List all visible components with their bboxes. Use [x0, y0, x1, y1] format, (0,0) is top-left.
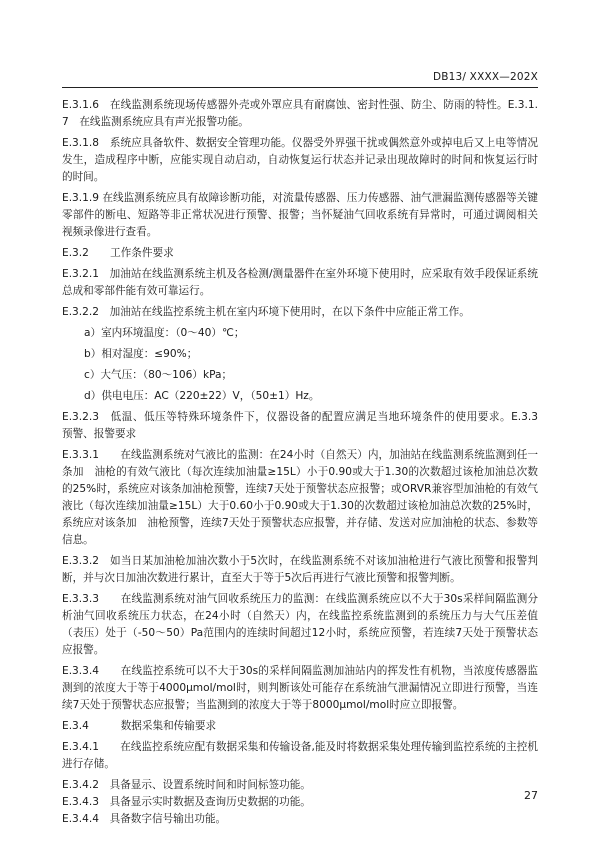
clause-e342: E.3.4.2 具备显示、设置系统时间和时间标签功能。	[62, 779, 311, 791]
condition-item-voltage: d）供电电压：AC（220±22）V，（50±1）Hz。	[84, 390, 320, 402]
page-number: 27	[524, 789, 538, 802]
section-heading-e34: E.3.4 数据采集和传输要求	[62, 720, 217, 732]
clause-e331: E.3.3.1 在线监测系统对气液比的监测：在24小时（自然天）内，加油站在线监测系统监测到任一条加 油枪的有效气液比（每次连续加油量≥15L）小于0.90或大于1.30的次数超过该枪加油总次数的25%时，系统应对该条加油枪预警，连续7天处于预警状态应报警；或ORVR兼容型加油枪的有效气液比（每次连续加油量≥15L）大于0.60小于0.90或大于1.30的次数超过该枪加油总次数的25%时，系统应对该条加 油枪预警，连续7天处于预警状态应报警，并存储、发送对应加油枪的状态、参数等信息。	[62, 449, 538, 546]
clause-e318: E.3.1.8 系统应具备软件、数据安全管理功能。仪器受外界强干扰或偶然意外或掉电后又上电等情况发生，造成程序中断，应能实现自动启动，自动恢复运行状态并记录出现故障时的时间和恢复运行时的时间。	[62, 137, 538, 183]
condition-list	[62, 325, 538, 405]
clause-e341: E.3.4.1 在线监控系统应配有数据采集和传输设备,能及时将数据采集处理传输到监控系统的主控机进行存储。	[62, 741, 538, 770]
clause-e319: E.3.1.9 在线监测系统应具有故障诊断功能，对流量传感器、压力传感器、油气泄漏监测传感器等关键零部件的断电、短路等非正常状况进行预警、报警；当怀疑油气回收系统有异常时，可通过调阅相关视频录像进行查看。	[62, 192, 538, 238]
standard-code-header: DB13/ XXXX—202X	[432, 71, 538, 83]
condition-item-temperature: a）室内环境温度：（0～40）℃；	[84, 327, 245, 339]
condition-item-pressure: c）大气压：（80～106）kPa；	[84, 369, 233, 381]
clause-e332: E.3.3.2 如当日某加油枪加油次数小于5次时，在线监测系统不对该加油枪进行气液比预警和报警判断，并与次日加油次数进行累计，直至大于等于5次后再进行气液比预警和报警判断。	[62, 555, 538, 584]
header-rule	[62, 87, 538, 88]
section-heading-e32: E.3.2 工作条件要求	[62, 247, 174, 259]
clause-e323-e33: E.3.2.3 低温、低压等特殊环境条件下，仪器设备的配置应满足当地环境条件的使用要求。E.3.3 预警、报警要求	[62, 411, 560, 440]
clause-e343: E.3.4.3 具备显示实时数据及查询历史数据的功能。	[62, 796, 311, 808]
clause-e344: E.3.4.4 具备数字信号输出功能。	[62, 813, 227, 825]
clause-e334: E.3.3.4 在线监控系统可以不大于30s的采样间隔监测加油站内的挥发性有机物，当浓度传感器监测到的浓度大于等于4000μmol/mol时，则判断该处可能存在系统油气泄漏情况立即进行预警，当连续7天处于预警状态应报警；当监测到的浓度大于等于8000μmol/mol时应立即报警。	[62, 665, 538, 711]
clause-e322: E.3.2.2 加油站在线监控系统主机在室内环境下使用时，在以下条件中应能正常工作。	[62, 306, 470, 318]
clause-e333: E.3.3.3 在线监测系统对油气回收系统压力的监测：在线监测系统应以不大于30s采样间隔监测分析油气回收系统压力状态，在24小时（自然天）内，在线监控系统监测到的系统压力与大气压差值（表压）处于（-50～50）Pa范围内的连续时间超过12小时，系统应预警，若连续7天处于预警状态应报警。	[62, 593, 538, 656]
clause-e316-e317: E.3.1.6 在线监测系统现场传感器外壳或外罩应具有耐腐蚀、密封性强、防尘、防雨的特性。E.3.1.7 在线监测系统应具有声光报警功能。	[62, 99, 538, 128]
document-body	[62, 97, 560, 828]
condition-item-humidity: b）相对湿度：≤90%；	[84, 348, 198, 360]
clause-e321: E.3.2.1 加油站在线监测系统主机及各检测/测量器件在室外环境下使用时，应采取有效手段保证系统总成和零部件能有效可靠运行。	[62, 268, 538, 297]
